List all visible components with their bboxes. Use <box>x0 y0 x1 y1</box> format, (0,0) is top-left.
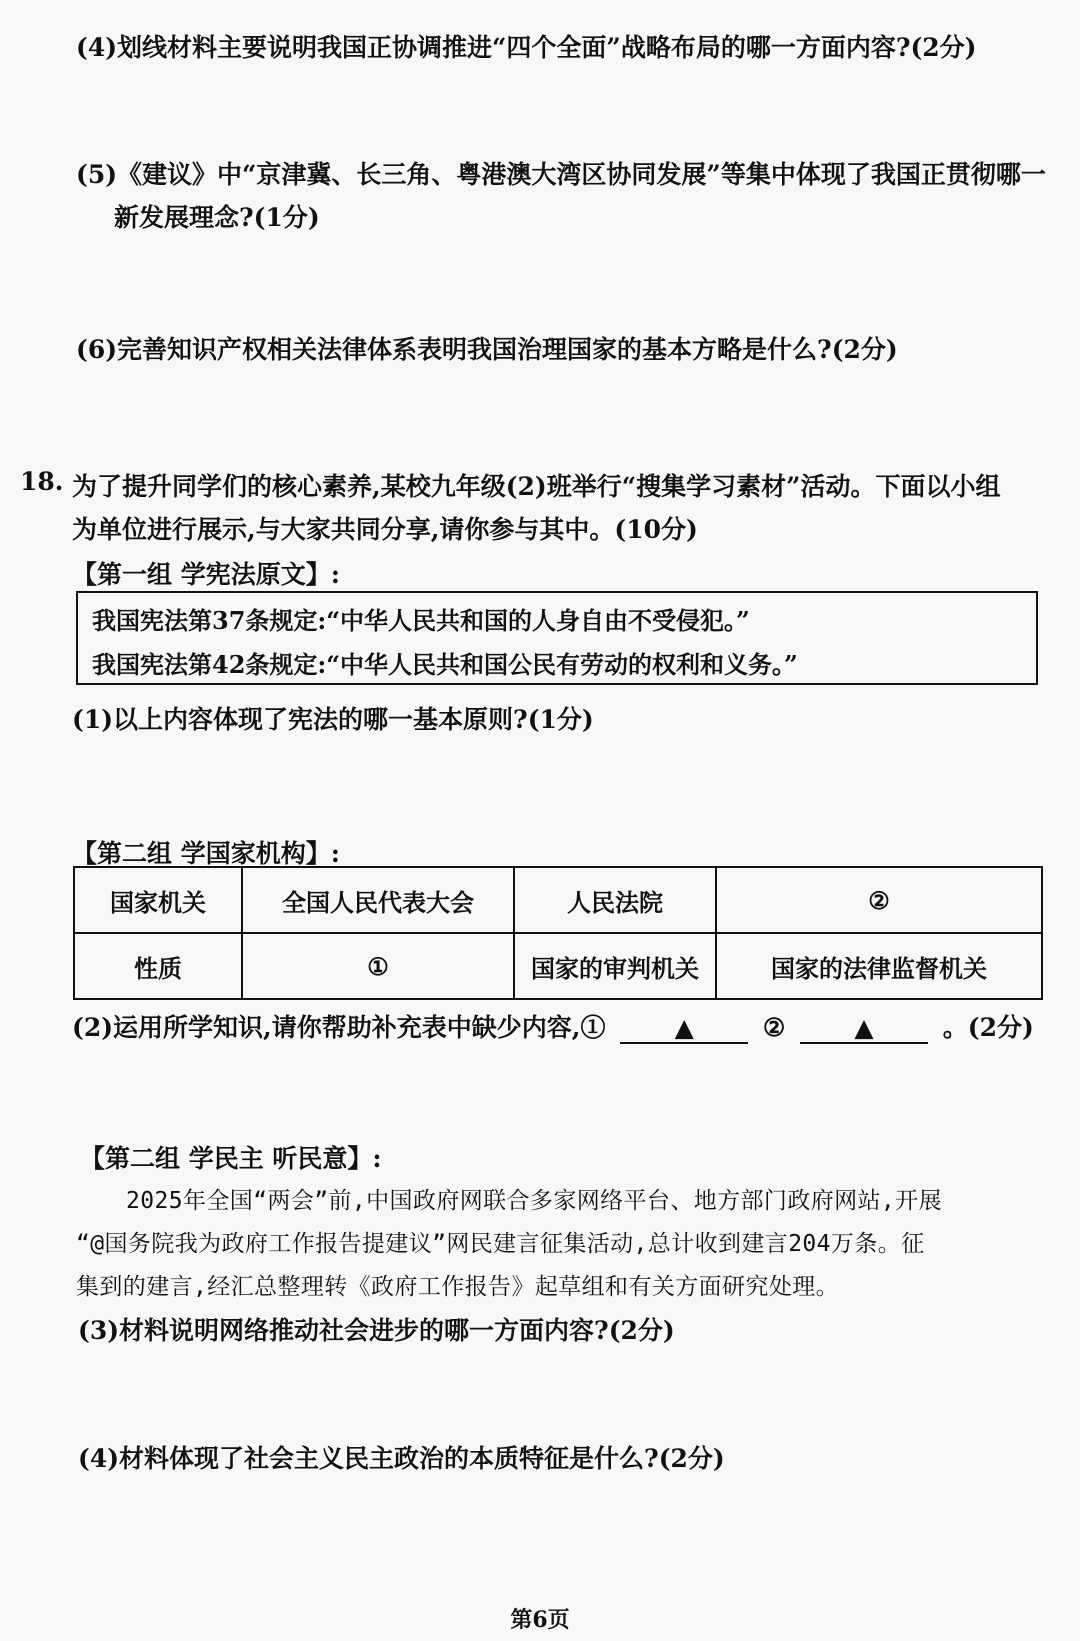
material-line-1: 2025年全国“两会”前,中国政府网联合多家网络平台、地方部门政府网站,开展 <box>126 1188 942 1214</box>
material-line-2: “@国务院我为政府工作报告提建议”网民建言征集活动,总计收到建言204万条。征 <box>76 1231 925 1257</box>
quote-line-2: 我国宪法第42条规定:“中华人民共和国公民有劳动的权利和义务。” <box>92 650 798 679</box>
sub-question-3: (3)材料说明网络推动社会进步的哪一方面内容?(2分) <box>78 1316 675 1345</box>
table-cell: 国家机关 <box>74 867 242 933</box>
page-number: 第6页 <box>510 1607 570 1633</box>
sub-question-1: (1)以上内容体现了宪法的哪一基本原则?(1分) <box>72 705 594 734</box>
question-4: (4)划线材料主要说明我国正协调推进“四个全面”战略布局的哪一方面内容?(2分) <box>76 33 977 62</box>
table-cell: ② <box>716 867 1042 933</box>
quote-line-1: 我国宪法第37条规定:“中华人民共和国的人身自由不受侵犯。” <box>92 606 750 635</box>
table-cell: 国家的审判机关 <box>514 933 716 999</box>
material-line-3: 集到的建言,经汇总整理转《政府工作报告》起草组和有关方面研究处理。 <box>76 1274 840 1300</box>
table-cell: 性质 <box>74 933 242 999</box>
sub2-prefix: (2)运用所学知识,请你帮助补充表中缺少内容,① <box>72 1013 606 1042</box>
question-18-intro-line1: 为了提升同学们的核心素养,某校九年级(2)班举行“搜集学习素材”活动。下面以小组 <box>72 472 1001 501</box>
question-6: (6)完善知识产权相关法律体系表明我国治理国家的基本方略是什么?(2分) <box>76 335 898 364</box>
question-5-line1: (5)《建议》中“京津冀、长三角、粤港澳大湾区协同发展”等集中体现了我国正贯彻哪一 <box>76 160 1046 189</box>
question-18-intro-line2: 为单位进行展示,与大家共同分享,请你参与其中。(10分) <box>72 515 698 544</box>
sub-question-4: (4)材料体现了社会主义民主政治的本质特征是什么?(2分) <box>78 1444 725 1473</box>
table-row <box>74 867 1042 933</box>
sub-question-2 <box>72 1008 1034 1044</box>
group1-heading: 【第一组 学宪法原文】: <box>72 560 340 589</box>
constitution-quote-box <box>76 591 1038 685</box>
answer-blank-2: ▲ <box>800 1013 928 1044</box>
table-cell: 全国人民代表大会 <box>242 867 514 933</box>
state-organs-table <box>73 866 1043 1000</box>
question-18-number: 18. <box>20 467 64 496</box>
group2-heading: 【第二组 学国家机构】: <box>72 839 340 868</box>
sub2-suffix: 。(2分) <box>942 1013 1034 1042</box>
question-5-line2: 新发展理念?(1分) <box>114 203 320 232</box>
table-cell: 国家的法律监督机关 <box>716 933 1042 999</box>
sub2-mid: ② <box>762 1013 786 1042</box>
table-row <box>74 933 1042 999</box>
answer-blank-1: ▲ <box>620 1013 748 1044</box>
table-cell: ① <box>242 933 514 999</box>
group3-heading: 【第二组 学民主 听民意】: <box>80 1144 382 1173</box>
table-cell: 人民法院 <box>514 867 716 933</box>
